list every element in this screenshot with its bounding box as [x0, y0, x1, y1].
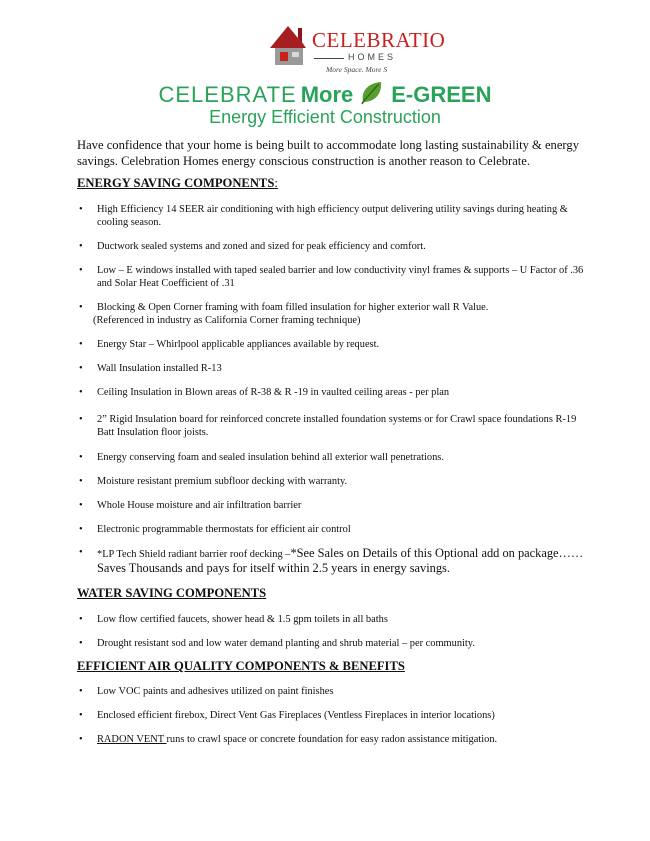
celebration-homes-logo [268, 22, 446, 74]
lp-tech-shield-text: *LP Tech Shield radiant barrier roof decking – [97, 549, 291, 560]
headline-more: More [300, 82, 354, 107]
bullet-icon: • [79, 614, 83, 625]
subheadline: Energy Efficient Construction [209, 107, 441, 127]
blocking-note: (Referenced in industry as California Corner framing technique) [93, 315, 361, 326]
radon-vent-link[interactable]: RADON VENT [97, 734, 167, 745]
document-page: CELEBRATIO HOMES More Space. More S CELEBRATE More E-GREEN Energy Efficient Construction Have confidence that your home is being built to accommodate long lasting sustainability & energy savings. Celebration Homes energy conscious construction is another reason to Celebrate. ENERGY SAVING COMPONENTS: • High Efficiency 14 SEER air conditioning with high efficiency output delivering utility savings during heating & cooling season. • Ductwork sealed systems and zoned and sized for peak efficiency and comfort. • Low – E windows installed with taped sealed barrier and low conductivity vinyl frames & supports – U Factor of .36 and Solar Heat Coefficient of .31 • Blocking & Open Corner framing with foam filled insulation for higher exterior wall R Value. (Referenced in industry as California Corner framing technique) • Energy Star – Whirlpool applicable appliances available by request. • Wall Insulation installed R-13 • Ceiling Insulation in Blown areas of R-38 & R -19 in vaulted ceiling areas - per plan • 2” Rigid Insulation board for reinforced concrete installed foundation systems or for Crawl space foundations R-19 Batt Insulation floor joists. • Energy conserving foam and sealed insulation behind all exterior wall penetrations. • Moisture resistant premium subfloor decking with warranty. • Whole House moisture and air infiltration barrier • Electronic programmable thermostats for efficient air control • *LP Tech Shield radiant barrier roof decking –*See Sales on Details of this Optional add on package……Saves Thousands and pays for itself within 2.5 years in energy savings. WATER SAVING COMPONENTS • Low flow certified faucets, shower head & 1.5 gpm toilets in all baths • Drought resistant sod and low water demand planting and shrub material – per community. EFFICIENT AIR QUALITY COMPONENTS & BENEFITS • Low VOC paints and adhesives utilized on paint finishes • Enclosed efficient firebox, Direct Vent Gas Fireplaces (Ventless Fireplaces in interior locations) • RADON VENT runs to crawl space or concrete foundation for easy radon assistance mitigation. [0, 0, 650, 841]
bullet-icon: • [79, 524, 83, 535]
lp-optional-note: *See Sales on Details of this Optional add on package……Saves Thousands and pays for itself within 2.5 years in energy savings. [97, 546, 584, 575]
logo-divider [314, 58, 344, 59]
bullet-icon: • [79, 387, 83, 398]
bullet-icon: • [79, 204, 83, 215]
bullet-icon: • [79, 500, 83, 511]
bullet-icon: • [79, 302, 83, 313]
green-leaf-icon [359, 80, 385, 106]
logo-brand-text: CELEBRATIO [312, 28, 446, 52]
bullet-icon: • [79, 710, 83, 721]
logo-homes-text: HOMES [348, 52, 397, 62]
headline-egreen: E-GREEN [391, 82, 492, 107]
headline-celebrate: CELEBRATE [158, 82, 297, 107]
house-logo-icon [268, 22, 308, 66]
logo-tagline: More Space. More S [326, 65, 388, 74]
page-headline [0, 80, 650, 108]
bullet-icon: • [79, 686, 83, 697]
bullet-icon: • [79, 339, 83, 350]
bullet-icon: • [79, 547, 83, 558]
bullet-icon: • [79, 638, 83, 649]
bullet-icon: • [79, 414, 83, 425]
bullet-icon: • [79, 476, 83, 487]
bullet-icon: • [79, 363, 83, 374]
energy-section-title: ENERGY SAVING COMPONENTS: [77, 176, 278, 190]
bullet-icon: • [79, 734, 83, 745]
water-section-title: WATER SAVING COMPONENTS [77, 586, 267, 600]
intro-paragraph: Have confidence that your home is being built to accommodate long lasting sustainability & energy savings. Celebration Homes energy conscious construction is another reason to Celebrate. [77, 138, 579, 168]
bullet-icon: • [79, 265, 83, 276]
air-quality-section-title: EFFICIENT AIR QUALITY COMPONENTS & BENEFITS [77, 659, 405, 673]
bullet-icon: • [79, 452, 83, 463]
bullet-icon: • [79, 241, 83, 252]
